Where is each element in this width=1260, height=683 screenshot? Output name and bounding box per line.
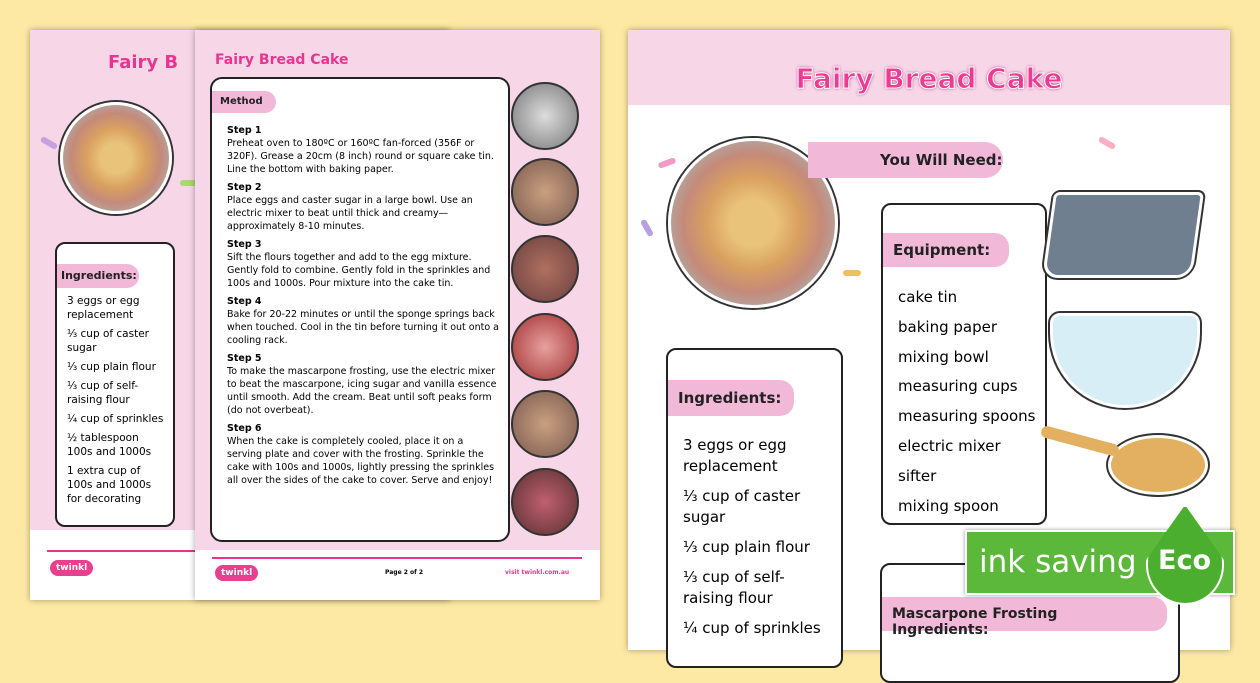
ingredient-item: ½ tablespoon 100s and 1000s [67, 432, 152, 458]
equipment-item: cake tin [898, 288, 958, 306]
step-text: When the cake is completely cooled, place it on a serving plate and cover with the frosting. Sprinkle the cake with 100s and 1000s, lightly pressing the sprinkles all over the sides of the cake to cover. Serve and enjoy! [227, 436, 495, 486]
ingredient-item: ¼ cup of sprinkles [67, 413, 164, 425]
step-text: Sift the flours together and add to the egg mixture. Gently fold to combine. Gently fold in the sprinkles and 100s and 1000s. Pour mixture into the cake tin. [227, 252, 491, 289]
equipment-item: mixing spoon [898, 496, 999, 515]
ingredients-box [666, 348, 843, 668]
mixing-bowl-image [1050, 313, 1200, 408]
ingredient-item: ⅓ cup plain flour [67, 361, 156, 373]
ingredients-heading: Ingredients: [57, 264, 139, 288]
ingredient-item: ¼ cup of sprinkles [683, 619, 821, 637]
ingredients-heading: Ingredients: [668, 380, 794, 416]
step-photo [511, 82, 579, 150]
step-label: Step 3 [227, 239, 262, 250]
step-photo [511, 313, 579, 381]
equipment-box [881, 203, 1047, 525]
step-label: Step 1 [227, 125, 262, 136]
method-box [210, 77, 510, 542]
ingredient-item: ⅓ cup of caster sugar [683, 487, 801, 526]
step-label: Step 2 [227, 182, 262, 193]
site-link[interactable]: visit twinkl.com.au [505, 569, 570, 576]
equipment-item: electric mixer [898, 436, 1001, 455]
step-text: To make the mascarpone frosting, use the electric mixer to beat the mascarpone, icing sugar and vanilla essence until smooth. Add the cream. Beat until soft peaks form (do not overbeat). [227, 366, 497, 416]
eco-label: Eco [1158, 545, 1211, 576]
step-photo [511, 235, 579, 303]
twinkl-logo: twinkl [215, 565, 258, 581]
spoon-handle [1040, 425, 1120, 457]
step-photo [511, 390, 579, 458]
step-photo [511, 158, 579, 226]
ingredient-item: ⅓ cup of caster sugar [67, 328, 149, 354]
frosting-heading: Mascarpone Frosting Ingredients: [882, 597, 1167, 631]
step-text: Place eggs and caster sugar in a large bowl. Use an electric mixer to beat until thick and creamy—approximately 8-10 minutes. [227, 195, 473, 232]
ingredient-item: 3 eggs or egg replacement [683, 436, 787, 475]
step-label: Step 6 [227, 423, 262, 434]
ink-saving-label: ink saving [979, 544, 1137, 580]
ingredient-item: ⅓ cup plain flour [683, 538, 810, 556]
step-label: Step 4 [227, 296, 262, 307]
step-photo [511, 468, 579, 536]
ingredient-item: ⅓ cup of self-raising flour [683, 568, 785, 607]
ingredient-item: 3 eggs or egg replacement [67, 295, 140, 321]
method-heading: Method [212, 91, 276, 113]
step-text: Bake for 20-22 minutes or until the sponge springs back when touched. Cool in the tin before turning it out onto a cooling rack. [227, 309, 499, 346]
you-will-need-heading: You Will Need: [808, 142, 1003, 178]
cake-image [60, 102, 172, 214]
method-page [195, 30, 600, 600]
step-text: Preheat oven to 180ºC or 160ºC fan-forced (356F or 320F). Grease a 20cm (8 inch) round or square cake tin. Line the bottom with baking paper. [227, 138, 494, 175]
equipment-item: baking paper [898, 317, 997, 336]
mixing-spoon-image [1108, 435, 1208, 495]
cake-tin-image [1042, 192, 1204, 278]
ingredient-item: 1 extra cup of 100s and 1000s for decorating [67, 465, 152, 505]
equipment-item: measuring spoons [898, 407, 1036, 426]
equipment-item: measuring cups [898, 377, 1018, 396]
back-ingredients-box [55, 242, 175, 527]
equipment-heading: Equipment: [883, 233, 1009, 267]
equipment-item: mixing bowl [898, 347, 989, 366]
step-label: Step 5 [227, 353, 262, 364]
page-number: Page 2 of 2 [385, 569, 423, 576]
ingredient-item: ⅓ cup of self-raising flour [67, 380, 139, 406]
twinkl-logo: twinkl [50, 560, 93, 576]
back-page-title: Fairy B [108, 52, 179, 73]
method-page-title: Fairy Bread Cake [215, 52, 349, 68]
front-page-title: Fairy Bread Cake [795, 62, 1063, 95]
equipment-item: sifter [898, 466, 937, 485]
